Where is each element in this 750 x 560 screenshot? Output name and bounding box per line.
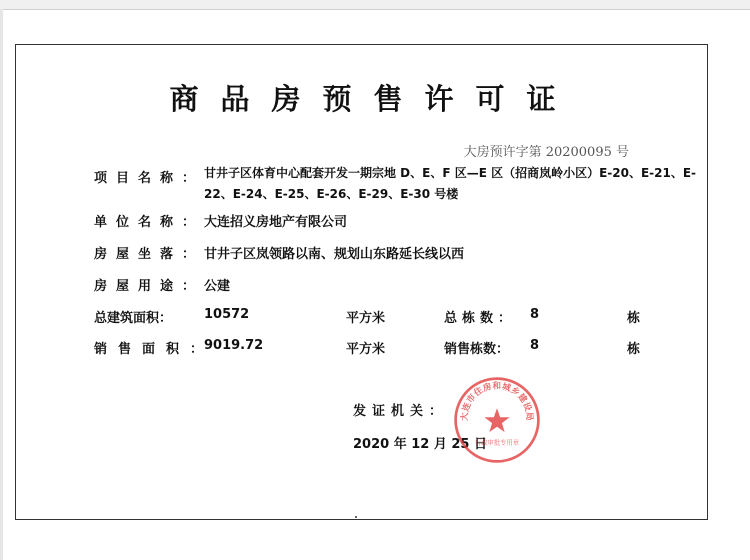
window-top-bar [0, 0, 750, 10]
total-area-label: 总建筑面积： [94, 311, 173, 326]
seal-sub-text: 行政审批专用章 [474, 439, 520, 447]
seal-star-icon [484, 408, 509, 432]
total-area-unit: 平方米 [346, 311, 386, 326]
permit-number: 大房预许字第 20200095 号 [463, 145, 629, 160]
official-seal [452, 375, 542, 465]
total-area-value: 10572 [204, 307, 250, 322]
page-mark [355, 516, 357, 518]
company-name-label: 单位名称： [94, 215, 205, 230]
presale-permit-certificate [15, 44, 708, 520]
sale-buildings-value: 8 [530, 338, 540, 353]
total-buildings-label: 总栋数： [444, 311, 517, 326]
project-name-value: 甘井子区体育中心配套开发一期宗地 D、E、F 区—E 区（招商岚岭小区）E-20、E-21、E-22、E-24、E-25、E-26、E-29、E-30 号楼 [204, 166, 697, 201]
location-value: 甘井子区岚领路以南、规划山东路延长线以西 [204, 247, 465, 262]
issuing-authority-label: 发证机关： [353, 404, 449, 419]
company-name-value: 大连招义房地产有限公司 [204, 215, 348, 230]
sale-area-value: 9019.72 [204, 338, 264, 353]
total-buildings-value: 8 [530, 307, 540, 322]
issue-date: 2020 年 12 月 25 日 [353, 437, 487, 452]
seal-text: 大连市住房和城乡建设局 [460, 381, 534, 422]
window-left-edge [0, 9, 3, 560]
total-buildings-unit: 栋 [627, 311, 641, 326]
certificate-title: 商品房预售许可证 [169, 82, 578, 116]
project-name-label: 项目名称： [94, 171, 205, 186]
usage-value: 公建 [204, 279, 231, 294]
sale-area-unit: 平方米 [346, 342, 386, 357]
sale-area-label: 销售面积： [94, 342, 215, 357]
location-label: 房屋坐落： [94, 247, 205, 262]
sale-buildings-label: 销售栋数： [444, 342, 510, 357]
usage-label: 房屋用途： [94, 279, 205, 294]
sale-buildings-unit: 栋 [627, 342, 641, 357]
